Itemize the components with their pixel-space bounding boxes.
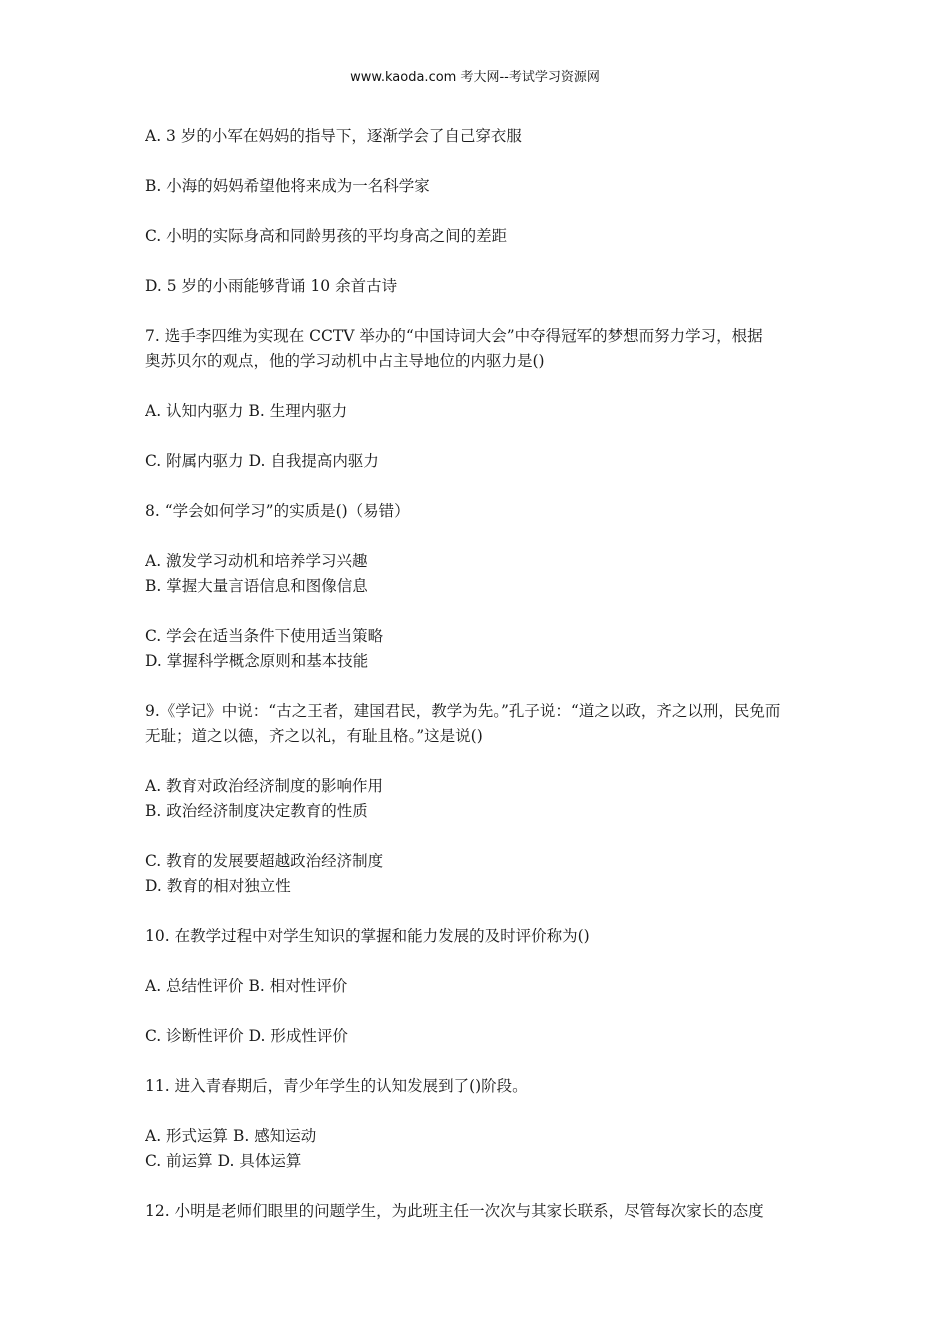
q7-stem-line1: 7. 选手李四维为实现在 CCTV 举办的“中国诗词大会”中夺得冠军的梦想而努力学习，根据	[145, 327, 763, 345]
q11-options-ab: A. 形式运算 B. 感知运动	[145, 1127, 317, 1145]
q8-option-a: A. 激发学习动机和培养学习兴趣	[145, 552, 368, 570]
q9-option-c: C. 教育的发展要超越政治经济制度	[145, 852, 384, 870]
q6-option-a: A. 3 岁的小军在妈妈的指导下，逐渐学会了自己穿衣服	[145, 127, 522, 145]
q9-option-d: D. 教育的相对独立性	[145, 877, 291, 895]
q6-option-c: C. 小明的实际身高和同龄男孩的平均身高之间的差距	[145, 227, 508, 245]
q12-stem-line1: 12. 小明是老师们眼里的问题学生，为此班主任一次次与其家长联系，尽管每次家长的态度	[145, 1202, 764, 1220]
q7-options-cd: C. 附属内驱力 D. 自我提高内驱力	[145, 452, 379, 470]
q8-option-c: C. 学会在适当条件下使用适当策略	[145, 627, 384, 645]
q10-options-cd: C. 诊断性评价 D. 形成性评价	[145, 1027, 348, 1045]
q9-option-b: B. 政治经济制度决定教育的性质	[145, 802, 368, 820]
q9-stem-line2: 无耻；道之以德，齐之以礼，有耻且格。”这是说()	[145, 727, 483, 745]
page-header	[0, 66, 950, 85]
q6-option-d: D. 5 岁的小雨能够背诵 10 余首古诗	[145, 277, 398, 295]
q11-options-cd: C. 前运算 D. 具体运算	[145, 1152, 302, 1170]
document-body	[145, 124, 810, 1224]
q6-option-b: B. 小海的妈妈希望他将来成为一名科学家	[145, 177, 430, 195]
q10-options-ab: A. 总结性评价 B. 相对性评价	[145, 977, 348, 995]
q9-stem-line1: 9.《学记》中说：“古之王者，建国君民，教学为先。”孔子说：“道之以政，齐之以刑，民免而	[145, 702, 781, 720]
q8-option-d: D. 掌握科学概念原则和基本技能	[145, 652, 369, 670]
q7-stem-line2: 奥苏贝尔的观点，他的学习动机中占主导地位的内驱力是()	[145, 352, 545, 370]
q8-stem: 8. “学会如何学习”的实质是()（易错）	[145, 502, 410, 520]
site-header-text: www.kaoda.com 考大网--考试学习资源网	[350, 70, 600, 85]
q7-options-ab: A. 认知内驱力 B. 生理内驱力	[145, 402, 348, 420]
q8-option-b: B. 掌握大量言语信息和图像信息	[145, 577, 368, 595]
q11-stem: 11. 进入青春期后，青少年学生的认知发展到了()阶段。	[145, 1077, 528, 1095]
q9-option-a: A. 教育对政治经济制度的影响作用	[145, 777, 384, 795]
q10-stem: 10. 在教学过程中对学生知识的掌握和能力发展的及时评价称为()	[145, 927, 590, 945]
